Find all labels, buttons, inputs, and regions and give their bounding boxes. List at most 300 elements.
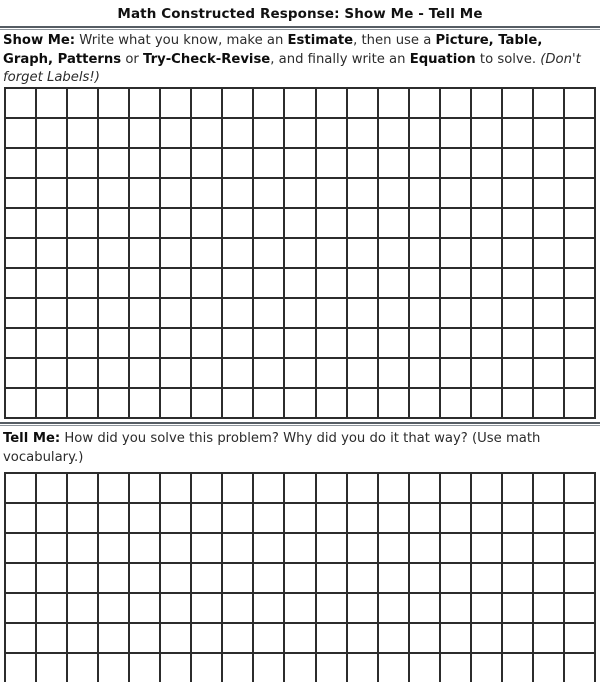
show-me-grid-cell[interactable] — [254, 179, 283, 207]
show-me-grid-cell[interactable] — [317, 89, 346, 117]
show-me-grid-cell[interactable] — [130, 119, 159, 147]
show-me-grid-cell[interactable] — [223, 119, 252, 147]
show-me-grid-cell[interactable] — [223, 359, 252, 387]
tell-me-grid-cell[interactable] — [379, 564, 408, 592]
tell-me-grid-cell[interactable] — [410, 474, 439, 502]
tell-me-grid-cell[interactable] — [161, 654, 190, 682]
show-me-grid-cell[interactable] — [68, 269, 97, 297]
show-me-grid-cell[interactable] — [565, 359, 594, 387]
tell-me-grid-cell[interactable] — [317, 504, 346, 532]
tell-me-grid-cell[interactable] — [317, 534, 346, 562]
show-me-grid-cell[interactable] — [130, 329, 159, 357]
tell-me-grid-cell[interactable] — [285, 474, 314, 502]
tell-me-grid-cell[interactable] — [68, 474, 97, 502]
show-me-grid-cell[interactable] — [285, 239, 314, 267]
tell-me-grid-cell[interactable] — [565, 654, 594, 682]
tell-me-grid-cell[interactable] — [317, 594, 346, 622]
show-me-grid-cell[interactable] — [223, 149, 252, 177]
tell-me-grid-cell[interactable] — [472, 504, 501, 532]
show-me-grid-cell[interactable] — [130, 269, 159, 297]
show-me-grid-cell[interactable] — [37, 239, 66, 267]
show-me-grid-cell[interactable] — [99, 359, 128, 387]
show-me-grid-cell[interactable] — [37, 329, 66, 357]
show-me-grid-cell[interactable] — [6, 119, 35, 147]
show-me-grid-cell[interactable] — [379, 359, 408, 387]
show-me-grid-cell[interactable] — [130, 179, 159, 207]
tell-me-grid-cell[interactable] — [68, 504, 97, 532]
tell-me-grid-cell[interactable] — [379, 624, 408, 652]
tell-me-grid-cell[interactable] — [254, 534, 283, 562]
tell-me-grid-cell[interactable] — [223, 654, 252, 682]
show-me-grid-cell[interactable] — [503, 269, 532, 297]
show-me-grid-cell[interactable] — [441, 359, 470, 387]
show-me-grid-cell[interactable] — [285, 89, 314, 117]
show-me-grid-cell[interactable] — [68, 119, 97, 147]
tell-me-grid-cell[interactable] — [441, 594, 470, 622]
tell-me-grid-cell[interactable] — [565, 534, 594, 562]
tell-me-grid-cell[interactable] — [441, 474, 470, 502]
tell-me-grid-cell[interactable] — [192, 474, 221, 502]
show-me-grid-cell[interactable] — [565, 149, 594, 177]
show-me-grid-cell[interactable] — [192, 329, 221, 357]
show-me-grid-cell[interactable] — [410, 89, 439, 117]
tell-me-grid-cell[interactable] — [161, 624, 190, 652]
tell-me-grid-cell[interactable] — [254, 624, 283, 652]
show-me-grid-cell[interactable] — [565, 269, 594, 297]
show-me-grid-cell[interactable] — [192, 299, 221, 327]
tell-me-grid-cell[interactable] — [6, 624, 35, 652]
tell-me-grid-cell[interactable] — [99, 624, 128, 652]
show-me-grid-cell[interactable] — [472, 239, 501, 267]
tell-me-grid-cell[interactable] — [192, 654, 221, 682]
show-me-grid-cell[interactable] — [348, 149, 377, 177]
show-me-grid-cell[interactable] — [472, 119, 501, 147]
tell-me-grid-cell[interactable] — [99, 654, 128, 682]
show-me-grid-cell[interactable] — [472, 89, 501, 117]
show-me-grid-cell[interactable] — [192, 269, 221, 297]
show-me-grid-cell[interactable] — [130, 389, 159, 417]
tell-me-grid-cell[interactable] — [503, 594, 532, 622]
show-me-grid-cell[interactable] — [534, 299, 563, 327]
tell-me-grid-cell[interactable] — [254, 564, 283, 592]
tell-me-grid-cell[interactable] — [472, 624, 501, 652]
show-me-grid-cell[interactable] — [254, 389, 283, 417]
show-me-grid-cell[interactable] — [99, 329, 128, 357]
tell-me-grid-cell[interactable] — [192, 624, 221, 652]
show-me-grid-cell[interactable] — [68, 329, 97, 357]
tell-me-grid-cell[interactable] — [37, 624, 66, 652]
show-me-grid-cell[interactable] — [565, 329, 594, 357]
show-me-grid-cell[interactable] — [192, 239, 221, 267]
tell-me-grid-cell[interactable] — [503, 564, 532, 592]
show-me-grid-cell[interactable] — [6, 179, 35, 207]
show-me-grid-cell[interactable] — [441, 389, 470, 417]
tell-me-grid-cell[interactable] — [348, 564, 377, 592]
show-me-grid-cell[interactable] — [565, 179, 594, 207]
show-me-grid-cell[interactable] — [503, 389, 532, 417]
show-me-grid-cell[interactable] — [192, 359, 221, 387]
show-me-grid-cell[interactable] — [37, 149, 66, 177]
tell-me-grid-cell[interactable] — [534, 654, 563, 682]
tell-me-grid-cell[interactable] — [130, 594, 159, 622]
show-me-grid-cell[interactable] — [99, 299, 128, 327]
tell-me-grid-cell[interactable] — [379, 474, 408, 502]
show-me-grid-cell[interactable] — [534, 329, 563, 357]
show-me-grid-cell[interactable] — [68, 149, 97, 177]
show-me-grid-cell[interactable] — [254, 149, 283, 177]
tell-me-grid-cell[interactable] — [285, 534, 314, 562]
show-me-grid-cell[interactable] — [6, 389, 35, 417]
tell-me-grid-cell[interactable] — [68, 624, 97, 652]
show-me-grid-cell[interactable] — [223, 209, 252, 237]
tell-me-grid-cell[interactable] — [68, 564, 97, 592]
show-me-grid-cell[interactable] — [192, 119, 221, 147]
show-me-grid-cell[interactable] — [441, 89, 470, 117]
show-me-grid-cell[interactable] — [99, 179, 128, 207]
tell-me-grid-cell[interactable] — [472, 594, 501, 622]
show-me-grid-cell[interactable] — [534, 239, 563, 267]
show-me-grid-cell[interactable] — [379, 299, 408, 327]
tell-me-grid-cell[interactable] — [410, 654, 439, 682]
show-me-grid-cell[interactable] — [379, 329, 408, 357]
show-me-grid-cell[interactable] — [317, 149, 346, 177]
show-me-grid-cell[interactable] — [223, 239, 252, 267]
show-me-grid-cell[interactable] — [6, 299, 35, 327]
tell-me-grid-cell[interactable] — [472, 474, 501, 502]
show-me-grid-cell[interactable] — [503, 179, 532, 207]
show-me-grid-cell[interactable] — [503, 239, 532, 267]
show-me-grid-cell[interactable] — [161, 299, 190, 327]
show-me-grid-cell[interactable] — [441, 239, 470, 267]
show-me-grid-cell[interactable] — [410, 299, 439, 327]
show-me-grid-cell[interactable] — [6, 239, 35, 267]
tell-me-grid-cell[interactable] — [379, 504, 408, 532]
show-me-grid-cell[interactable] — [37, 119, 66, 147]
show-me-grid-cell[interactable] — [348, 329, 377, 357]
show-me-grid-cell[interactable] — [379, 239, 408, 267]
tell-me-grid-cell[interactable] — [503, 654, 532, 682]
tell-me-grid-cell[interactable] — [254, 474, 283, 502]
show-me-grid-cell[interactable] — [441, 149, 470, 177]
show-me-grid-cell[interactable] — [285, 299, 314, 327]
tell-me-grid-cell[interactable] — [472, 564, 501, 592]
tell-me-grid-cell[interactable] — [348, 474, 377, 502]
show-me-grid-cell[interactable] — [254, 239, 283, 267]
show-me-grid-cell[interactable] — [534, 149, 563, 177]
show-me-grid-cell[interactable] — [6, 149, 35, 177]
show-me-grid-cell[interactable] — [410, 149, 439, 177]
show-me-grid-cell[interactable] — [410, 389, 439, 417]
show-me-grid-cell[interactable] — [285, 389, 314, 417]
show-me-grid-cell[interactable] — [37, 209, 66, 237]
show-me-grid-cell[interactable] — [192, 89, 221, 117]
show-me-grid-cell[interactable] — [37, 389, 66, 417]
show-me-grid-cell[interactable] — [223, 389, 252, 417]
tell-me-grid-cell[interactable] — [317, 654, 346, 682]
show-me-grid-cell[interactable] — [379, 119, 408, 147]
show-me-grid-cell[interactable] — [441, 329, 470, 357]
tell-me-grid-cell[interactable] — [192, 564, 221, 592]
show-me-grid-cell[interactable] — [317, 359, 346, 387]
show-me-grid-cell[interactable] — [161, 209, 190, 237]
show-me-grid-cell[interactable] — [534, 119, 563, 147]
show-me-grid-cell[interactable] — [565, 209, 594, 237]
show-me-grid-cell[interactable] — [472, 149, 501, 177]
tell-me-grid-cell[interactable] — [223, 504, 252, 532]
show-me-grid-cell[interactable] — [68, 239, 97, 267]
show-me-grid-cell[interactable] — [285, 119, 314, 147]
show-me-grid-cell[interactable] — [472, 299, 501, 327]
tell-me-grid-cell[interactable] — [317, 624, 346, 652]
show-me-grid-cell[interactable] — [68, 179, 97, 207]
show-me-grid-cell[interactable] — [161, 359, 190, 387]
show-me-grid-cell[interactable] — [348, 239, 377, 267]
tell-me-grid-cell[interactable] — [534, 534, 563, 562]
tell-me-grid-cell[interactable] — [6, 534, 35, 562]
show-me-grid-cell[interactable] — [472, 329, 501, 357]
tell-me-grid-cell[interactable] — [99, 474, 128, 502]
tell-me-grid-cell[interactable] — [161, 564, 190, 592]
show-me-grid-cell[interactable] — [161, 239, 190, 267]
tell-me-grid-cell[interactable] — [503, 474, 532, 502]
show-me-grid-cell[interactable] — [317, 209, 346, 237]
show-me-grid-cell[interactable] — [503, 89, 532, 117]
show-me-grid-cell[interactable] — [6, 359, 35, 387]
show-me-grid-cell[interactable] — [441, 299, 470, 327]
tell-me-grid-cell[interactable] — [99, 564, 128, 592]
show-me-grid-cell[interactable] — [534, 269, 563, 297]
tell-me-grid-cell[interactable] — [348, 504, 377, 532]
show-me-grid-cell[interactable] — [254, 329, 283, 357]
show-me-grid-cell[interactable] — [317, 299, 346, 327]
tell-me-grid-cell[interactable] — [534, 594, 563, 622]
show-me-grid-cell[interactable] — [379, 179, 408, 207]
show-me-grid-cell[interactable] — [99, 389, 128, 417]
show-me-grid-cell[interactable] — [68, 209, 97, 237]
show-me-grid-cell[interactable] — [410, 329, 439, 357]
show-me-grid-cell[interactable] — [441, 269, 470, 297]
tell-me-grid-cell[interactable] — [441, 654, 470, 682]
show-me-grid-cell[interactable] — [379, 389, 408, 417]
show-me-grid-cell[interactable] — [6, 269, 35, 297]
tell-me-grid-cell[interactable] — [161, 534, 190, 562]
show-me-grid-cell[interactable] — [348, 299, 377, 327]
show-me-grid-cell[interactable] — [410, 239, 439, 267]
tell-me-grid-cell[interactable] — [441, 534, 470, 562]
show-me-grid-cell[interactable] — [161, 269, 190, 297]
tell-me-grid-cell[interactable] — [6, 564, 35, 592]
tell-me-grid-cell[interactable] — [99, 594, 128, 622]
tell-me-grid-cell[interactable] — [130, 474, 159, 502]
tell-me-grid-cell[interactable] — [534, 564, 563, 592]
show-me-grid-cell[interactable] — [348, 119, 377, 147]
show-me-grid-cell[interactable] — [68, 299, 97, 327]
show-me-grid-cell[interactable] — [317, 389, 346, 417]
show-me-grid-cell[interactable] — [68, 359, 97, 387]
show-me-grid-cell[interactable] — [534, 389, 563, 417]
show-me-grid-cell[interactable] — [161, 329, 190, 357]
tell-me-grid-cell[interactable] — [99, 504, 128, 532]
show-me-grid-cell[interactable] — [285, 359, 314, 387]
tell-me-grid-cell[interactable] — [472, 654, 501, 682]
show-me-grid-cell[interactable] — [565, 239, 594, 267]
show-me-grid-cell[interactable] — [565, 119, 594, 147]
tell-me-grid-cell[interactable] — [348, 624, 377, 652]
show-me-grid-cell[interactable] — [37, 299, 66, 327]
tell-me-grid-cell[interactable] — [503, 504, 532, 532]
tell-me-grid-cell[interactable] — [534, 504, 563, 532]
tell-me-grid-cell[interactable] — [410, 564, 439, 592]
show-me-grid-cell[interactable] — [472, 179, 501, 207]
show-me-grid-cell[interactable] — [99, 119, 128, 147]
show-me-grid-cell[interactable] — [348, 179, 377, 207]
tell-me-grid-cell[interactable] — [285, 624, 314, 652]
show-me-grid-cell[interactable] — [565, 299, 594, 327]
show-me-grid-cell[interactable] — [503, 209, 532, 237]
show-me-grid-cell[interactable] — [348, 209, 377, 237]
tell-me-grid-cell[interactable] — [285, 564, 314, 592]
tell-me-grid-cell[interactable] — [161, 594, 190, 622]
tell-me-answer-grid[interactable] — [4, 472, 596, 682]
show-me-grid-cell[interactable] — [348, 269, 377, 297]
show-me-grid-cell[interactable] — [254, 119, 283, 147]
show-me-grid-cell[interactable] — [130, 209, 159, 237]
tell-me-grid-cell[interactable] — [130, 564, 159, 592]
tell-me-grid-cell[interactable] — [565, 594, 594, 622]
tell-me-grid-cell[interactable] — [379, 594, 408, 622]
show-me-grid-cell[interactable] — [348, 359, 377, 387]
tell-me-grid-cell[interactable] — [348, 594, 377, 622]
show-me-grid-cell[interactable] — [192, 179, 221, 207]
show-me-grid-cell[interactable] — [534, 179, 563, 207]
show-me-grid-cell[interactable] — [223, 89, 252, 117]
show-me-grid-cell[interactable] — [379, 269, 408, 297]
show-me-grid-cell[interactable] — [130, 299, 159, 327]
show-me-grid-cell[interactable] — [285, 179, 314, 207]
show-me-grid-cell[interactable] — [410, 359, 439, 387]
show-me-grid-cell[interactable] — [68, 389, 97, 417]
show-me-grid-cell[interactable] — [441, 179, 470, 207]
tell-me-grid-cell[interactable] — [441, 564, 470, 592]
show-me-grid-cell[interactable] — [37, 179, 66, 207]
show-me-grid-cell[interactable] — [130, 149, 159, 177]
tell-me-grid-cell[interactable] — [68, 594, 97, 622]
show-me-grid-cell[interactable] — [223, 299, 252, 327]
tell-me-grid-cell[interactable] — [192, 534, 221, 562]
tell-me-grid-cell[interactable] — [348, 654, 377, 682]
tell-me-grid-cell[interactable] — [503, 624, 532, 652]
tell-me-grid-cell[interactable] — [223, 594, 252, 622]
show-me-grid-cell[interactable] — [317, 179, 346, 207]
tell-me-grid-cell[interactable] — [441, 504, 470, 532]
tell-me-grid-cell[interactable] — [192, 594, 221, 622]
tell-me-grid-cell[interactable] — [37, 474, 66, 502]
tell-me-grid-cell[interactable] — [37, 594, 66, 622]
show-me-grid-cell[interactable] — [99, 149, 128, 177]
show-me-grid-cell[interactable] — [99, 89, 128, 117]
tell-me-grid-cell[interactable] — [348, 534, 377, 562]
tell-me-grid-cell[interactable] — [534, 474, 563, 502]
tell-me-grid-cell[interactable] — [254, 504, 283, 532]
show-me-grid-cell[interactable] — [565, 389, 594, 417]
show-me-grid-cell[interactable] — [223, 269, 252, 297]
show-me-grid-cell[interactable] — [223, 179, 252, 207]
tell-me-grid-cell[interactable] — [68, 654, 97, 682]
show-me-grid-cell[interactable] — [285, 209, 314, 237]
show-me-grid-cell[interactable] — [285, 149, 314, 177]
show-me-grid-cell[interactable] — [534, 209, 563, 237]
show-me-grid-cell[interactable] — [161, 149, 190, 177]
tell-me-grid-cell[interactable] — [6, 654, 35, 682]
show-me-grid-cell[interactable] — [99, 239, 128, 267]
tell-me-grid-cell[interactable] — [37, 504, 66, 532]
show-me-answer-grid[interactable] — [4, 87, 596, 419]
tell-me-grid-cell[interactable] — [410, 504, 439, 532]
show-me-grid-cell[interactable] — [99, 269, 128, 297]
show-me-grid-cell[interactable] — [441, 119, 470, 147]
show-me-grid-cell[interactable] — [254, 209, 283, 237]
show-me-grid-cell[interactable] — [534, 89, 563, 117]
show-me-grid-cell[interactable] — [565, 89, 594, 117]
show-me-grid-cell[interactable] — [254, 359, 283, 387]
tell-me-grid-cell[interactable] — [410, 534, 439, 562]
tell-me-grid-cell[interactable] — [161, 504, 190, 532]
show-me-grid-cell[interactable] — [68, 89, 97, 117]
tell-me-grid-cell[interactable] — [410, 624, 439, 652]
show-me-grid-cell[interactable] — [161, 179, 190, 207]
tell-me-grid-cell[interactable] — [410, 594, 439, 622]
show-me-grid-cell[interactable] — [161, 389, 190, 417]
show-me-grid-cell[interactable] — [472, 359, 501, 387]
show-me-grid-cell[interactable] — [254, 299, 283, 327]
show-me-grid-cell[interactable] — [348, 389, 377, 417]
show-me-grid-cell[interactable] — [192, 389, 221, 417]
tell-me-grid-cell[interactable] — [379, 534, 408, 562]
show-me-grid-cell[interactable] — [503, 149, 532, 177]
show-me-grid-cell[interactable] — [161, 119, 190, 147]
show-me-grid-cell[interactable] — [348, 89, 377, 117]
tell-me-grid-cell[interactable] — [130, 534, 159, 562]
show-me-grid-cell[interactable] — [410, 179, 439, 207]
show-me-grid-cell[interactable] — [317, 269, 346, 297]
tell-me-grid-cell[interactable] — [472, 534, 501, 562]
show-me-grid-cell[interactable] — [285, 329, 314, 357]
tell-me-grid-cell[interactable] — [317, 474, 346, 502]
tell-me-grid-cell[interactable] — [317, 564, 346, 592]
tell-me-grid-cell[interactable] — [565, 474, 594, 502]
tell-me-grid-cell[interactable] — [565, 564, 594, 592]
tell-me-grid-cell[interactable] — [6, 504, 35, 532]
show-me-grid-cell[interactable] — [317, 119, 346, 147]
tell-me-grid-cell[interactable] — [534, 624, 563, 652]
tell-me-grid-cell[interactable] — [503, 534, 532, 562]
tell-me-grid-cell[interactable] — [285, 594, 314, 622]
tell-me-grid-cell[interactable] — [441, 624, 470, 652]
show-me-grid-cell[interactable] — [534, 359, 563, 387]
show-me-grid-cell[interactable] — [317, 329, 346, 357]
show-me-grid-cell[interactable] — [441, 209, 470, 237]
show-me-grid-cell[interactable] — [254, 89, 283, 117]
tell-me-grid-cell[interactable] — [130, 654, 159, 682]
tell-me-grid-cell[interactable] — [130, 504, 159, 532]
show-me-grid-cell[interactable] — [37, 359, 66, 387]
show-me-grid-cell[interactable] — [6, 329, 35, 357]
tell-me-grid-cell[interactable] — [223, 564, 252, 592]
show-me-grid-cell[interactable] — [503, 119, 532, 147]
tell-me-grid-cell[interactable] — [6, 474, 35, 502]
show-me-grid-cell[interactable] — [472, 389, 501, 417]
show-me-grid-cell[interactable] — [161, 89, 190, 117]
